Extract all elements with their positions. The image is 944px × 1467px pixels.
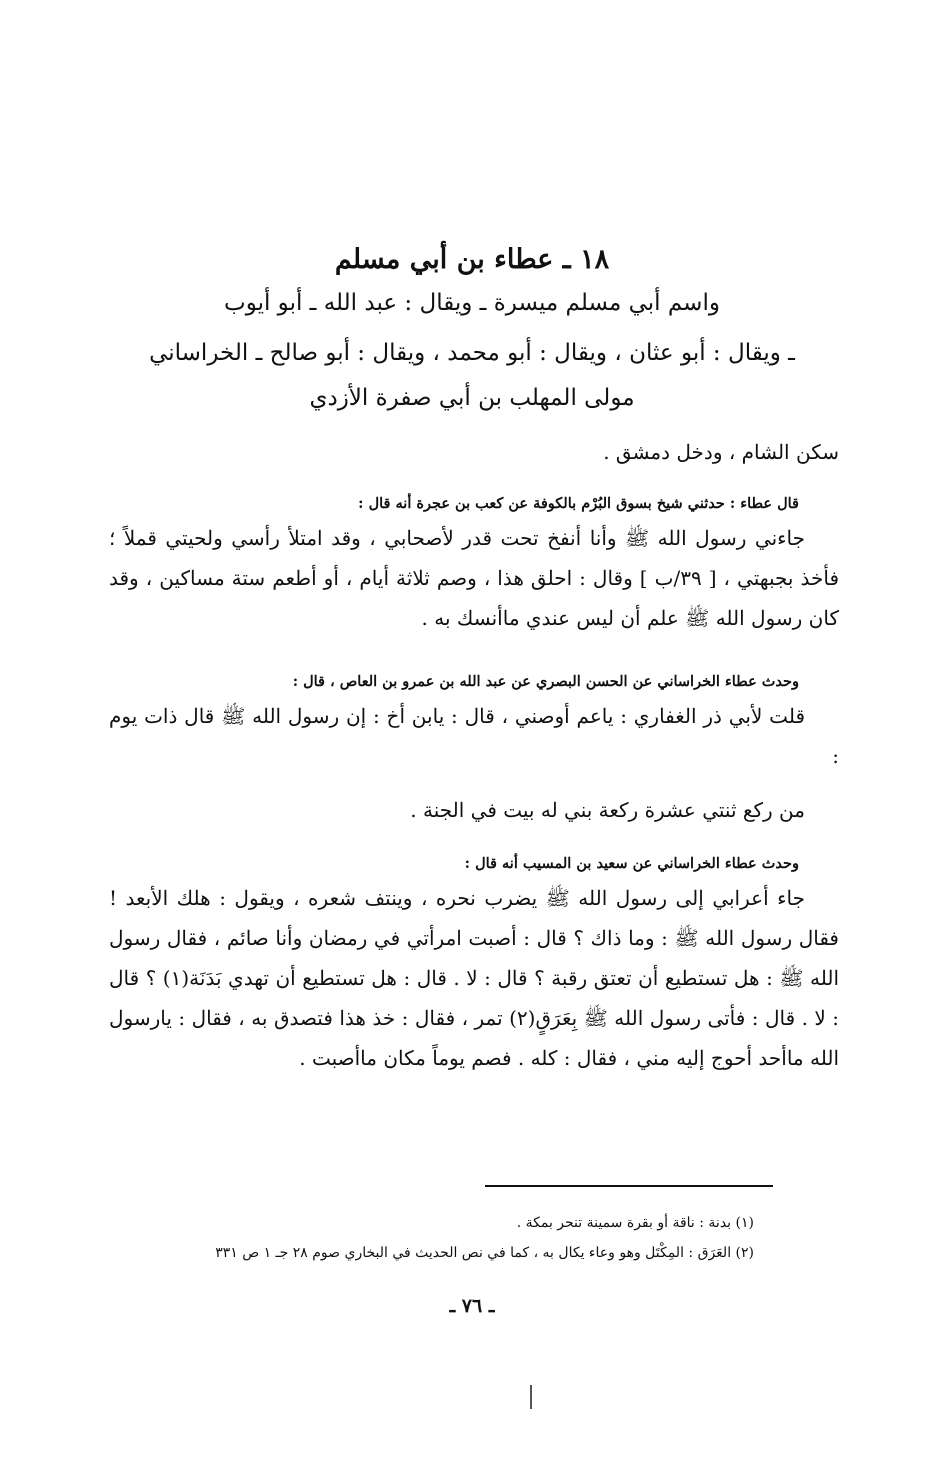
scan-mark xyxy=(530,1385,532,1409)
page-number: ـ ٧٦ ـ xyxy=(449,1295,495,1317)
intro-paragraph: سكن الشام ، ودخل دمشق . xyxy=(603,440,839,464)
paragraph-1: جاءني رسول الله ﷺ وأنا أنفخ تحت قدر لأصحابي ، وقد امتلأ رأسي ولحيتي قملاً ؛ فأخذ بجبهتي ، [ ٣٩/ب ] وقال : احلق هذا ، وصم ثلاثة أيام ، أو أطعم ستة مساكين ، وقد كان رسول الله ﷺ علم أن ليس عندي ماأنسك به . xyxy=(109,526,839,630)
footnote-separator xyxy=(485,1185,773,1187)
footnote-1: (١) بدنة : ناقة أو بقرة سمينة تنحر بمكة . xyxy=(516,1215,754,1231)
isnad-2: وحدث عطاء الخراساني عن الحسن البصري عن عبد الله بن عمرو بن العاص ، قال : xyxy=(292,673,799,690)
paragraph-4: جاء أعرابي إلى رسول الله ﷺ يضرب نحره ، وينتف شعره ، ويقول : هلك الأبعد ! فقال رسول الله ﷺ : وما ذاك ؟ قال : أصبت امرأتي في رمضان وأنا صائم ، فقال رسول الله ﷺ : هل تستطيع أن تعتق رقبة ؟ قال : لا . قال : هل تستطيع أن تهدي بَدَنَة(١) ؟ قال : لا . قال : فأتى رسول الله ﷺ بِعَرَقٍ(٢) تمر ، فقال : خذ هذا فتصدق به ، فقال : يارسول الله ماأحد أحوج إليه مني ، فقال : كله . فصم يوماً مكان ماأصبت . xyxy=(109,886,840,1070)
chapter-title: ١٨ ـ عطاء بن أبي مسلم xyxy=(334,244,610,275)
hadith-1 xyxy=(109,490,839,638)
isnad-3: وحدث عطاء الخراساني عن سعيد بن المسيب أنه قال : xyxy=(464,855,799,872)
subtitle-line-1: واسم أبي مسلم ميسرة ـ ويقال : عبد الله ـ أبو أيوب xyxy=(224,290,720,316)
paragraph-3: من ركع ثنتي عشرة ركعة بني له بيت في الجنة . xyxy=(410,798,805,822)
subtitle-line-3: مولى المهلب بن أبي صفرة الأزدي xyxy=(309,385,635,411)
paragraph-2: قلت لأبي ذر الغفاري : ياعم أوصني ، قال : يابن أخ : إن رسول الله ﷺ قال ذات يوم : xyxy=(109,704,839,768)
hadith-2-text xyxy=(109,790,839,830)
hadith-2 xyxy=(109,668,839,776)
isnad-1: قال عطاء : حدثني شيخ بسوق البُرْم بالكوفة عن كعب بن عجرة أنه قال : xyxy=(358,495,799,512)
hadith-3 xyxy=(109,850,839,1078)
subtitle-line-2: ـ ويقال : أبو عثان ، ويقال : أبو محمد ، ويقال : أبو صالح ـ الخراساني xyxy=(149,340,795,366)
intro-block xyxy=(109,432,839,472)
footnote-2: (٢) العَرَق : المِكْتَل وهو وعاء يكال به ، كما في نص الحديث في البخاري صوم ٢٨ جـ ١ ص ٣٣١ xyxy=(215,1245,754,1261)
